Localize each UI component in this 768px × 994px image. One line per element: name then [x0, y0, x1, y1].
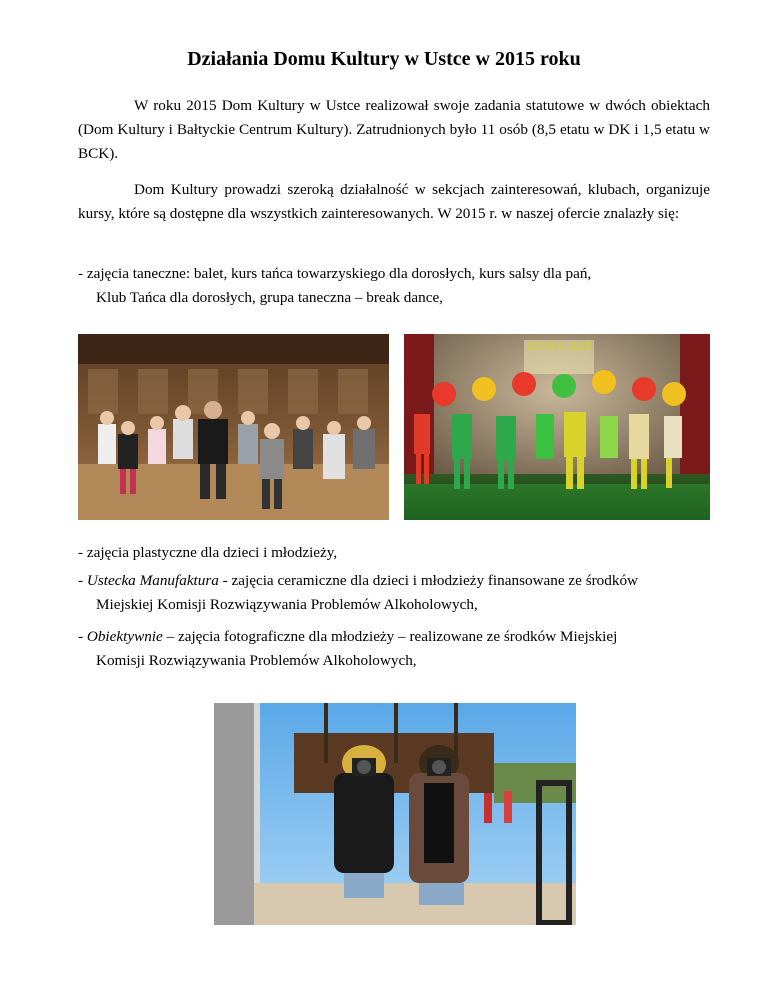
- list-item-art: - zajęcia plastyczne dla dzieci i młodzieży,: [78, 544, 338, 561]
- dance-class-photo: [78, 334, 389, 520]
- photography-class-photo: [214, 703, 576, 925]
- list-item-photography-line2: Komisji Rozwiązywania Problemów Alkoholowych,: [96, 652, 417, 669]
- list-item-photography: [78, 625, 710, 673]
- stage-banner: USTKA 2015: [524, 340, 594, 374]
- list-item-ceramics-text: - zajęcia ceramiczne dla dzieci i młodzieży finansowane ze środków: [218, 572, 639, 589]
- list-item-photography-text: – zajęcia fotograficzne dla młodzieży – realizowane ze środków Miejskiej: [162, 628, 618, 645]
- list-item-photography-name: Obiektywnie: [86, 628, 163, 645]
- list-item-dance: [78, 262, 710, 310]
- list-item-ceramics-prefix: -: [78, 572, 87, 589]
- paragraph-offer: Dom Kultury prowadzi szeroką działalność w sekcjach zainteresowań, klubach, organizuje kursy, które są dostępne dla wszystkich zainteresowanych. W 2015 r. w naszej ofercie znalazły się:: [78, 181, 710, 222]
- list-item-ceramics-name: Ustecka Manufaktura: [86, 572, 219, 589]
- stage-performance-photo: [404, 334, 710, 520]
- list-item-ceramics: [78, 569, 710, 617]
- list-item-dance-line1: - zajęcia taneczne: balet, kurs tańca towarzyskiego dla dorosłych, kurs salsy dla pań,: [78, 265, 592, 282]
- list-item-photography-prefix: -: [78, 628, 87, 645]
- paragraph-intro: W roku 2015 Dom Kultury w Ustce realizował swoje zadania statutowe w dwóch obiektach (Dom Kultury i Bałtyckie Centrum Kultury). Zatrudnionych było 11 osób (8,5 etatu w DK i 1,5 etatu w BCK).: [78, 97, 710, 162]
- list-item-ceramics-line2: Miejskiej Komisji Rozwiązywania Problemów Alkoholowych,: [96, 596, 478, 613]
- list-item-dance-line2: Klub Tańca dla dorosłych, grupa taneczna – break dance,: [96, 289, 443, 306]
- page-title: Działania Domu Kultury w Ustce w 2015 roku: [187, 48, 581, 70]
